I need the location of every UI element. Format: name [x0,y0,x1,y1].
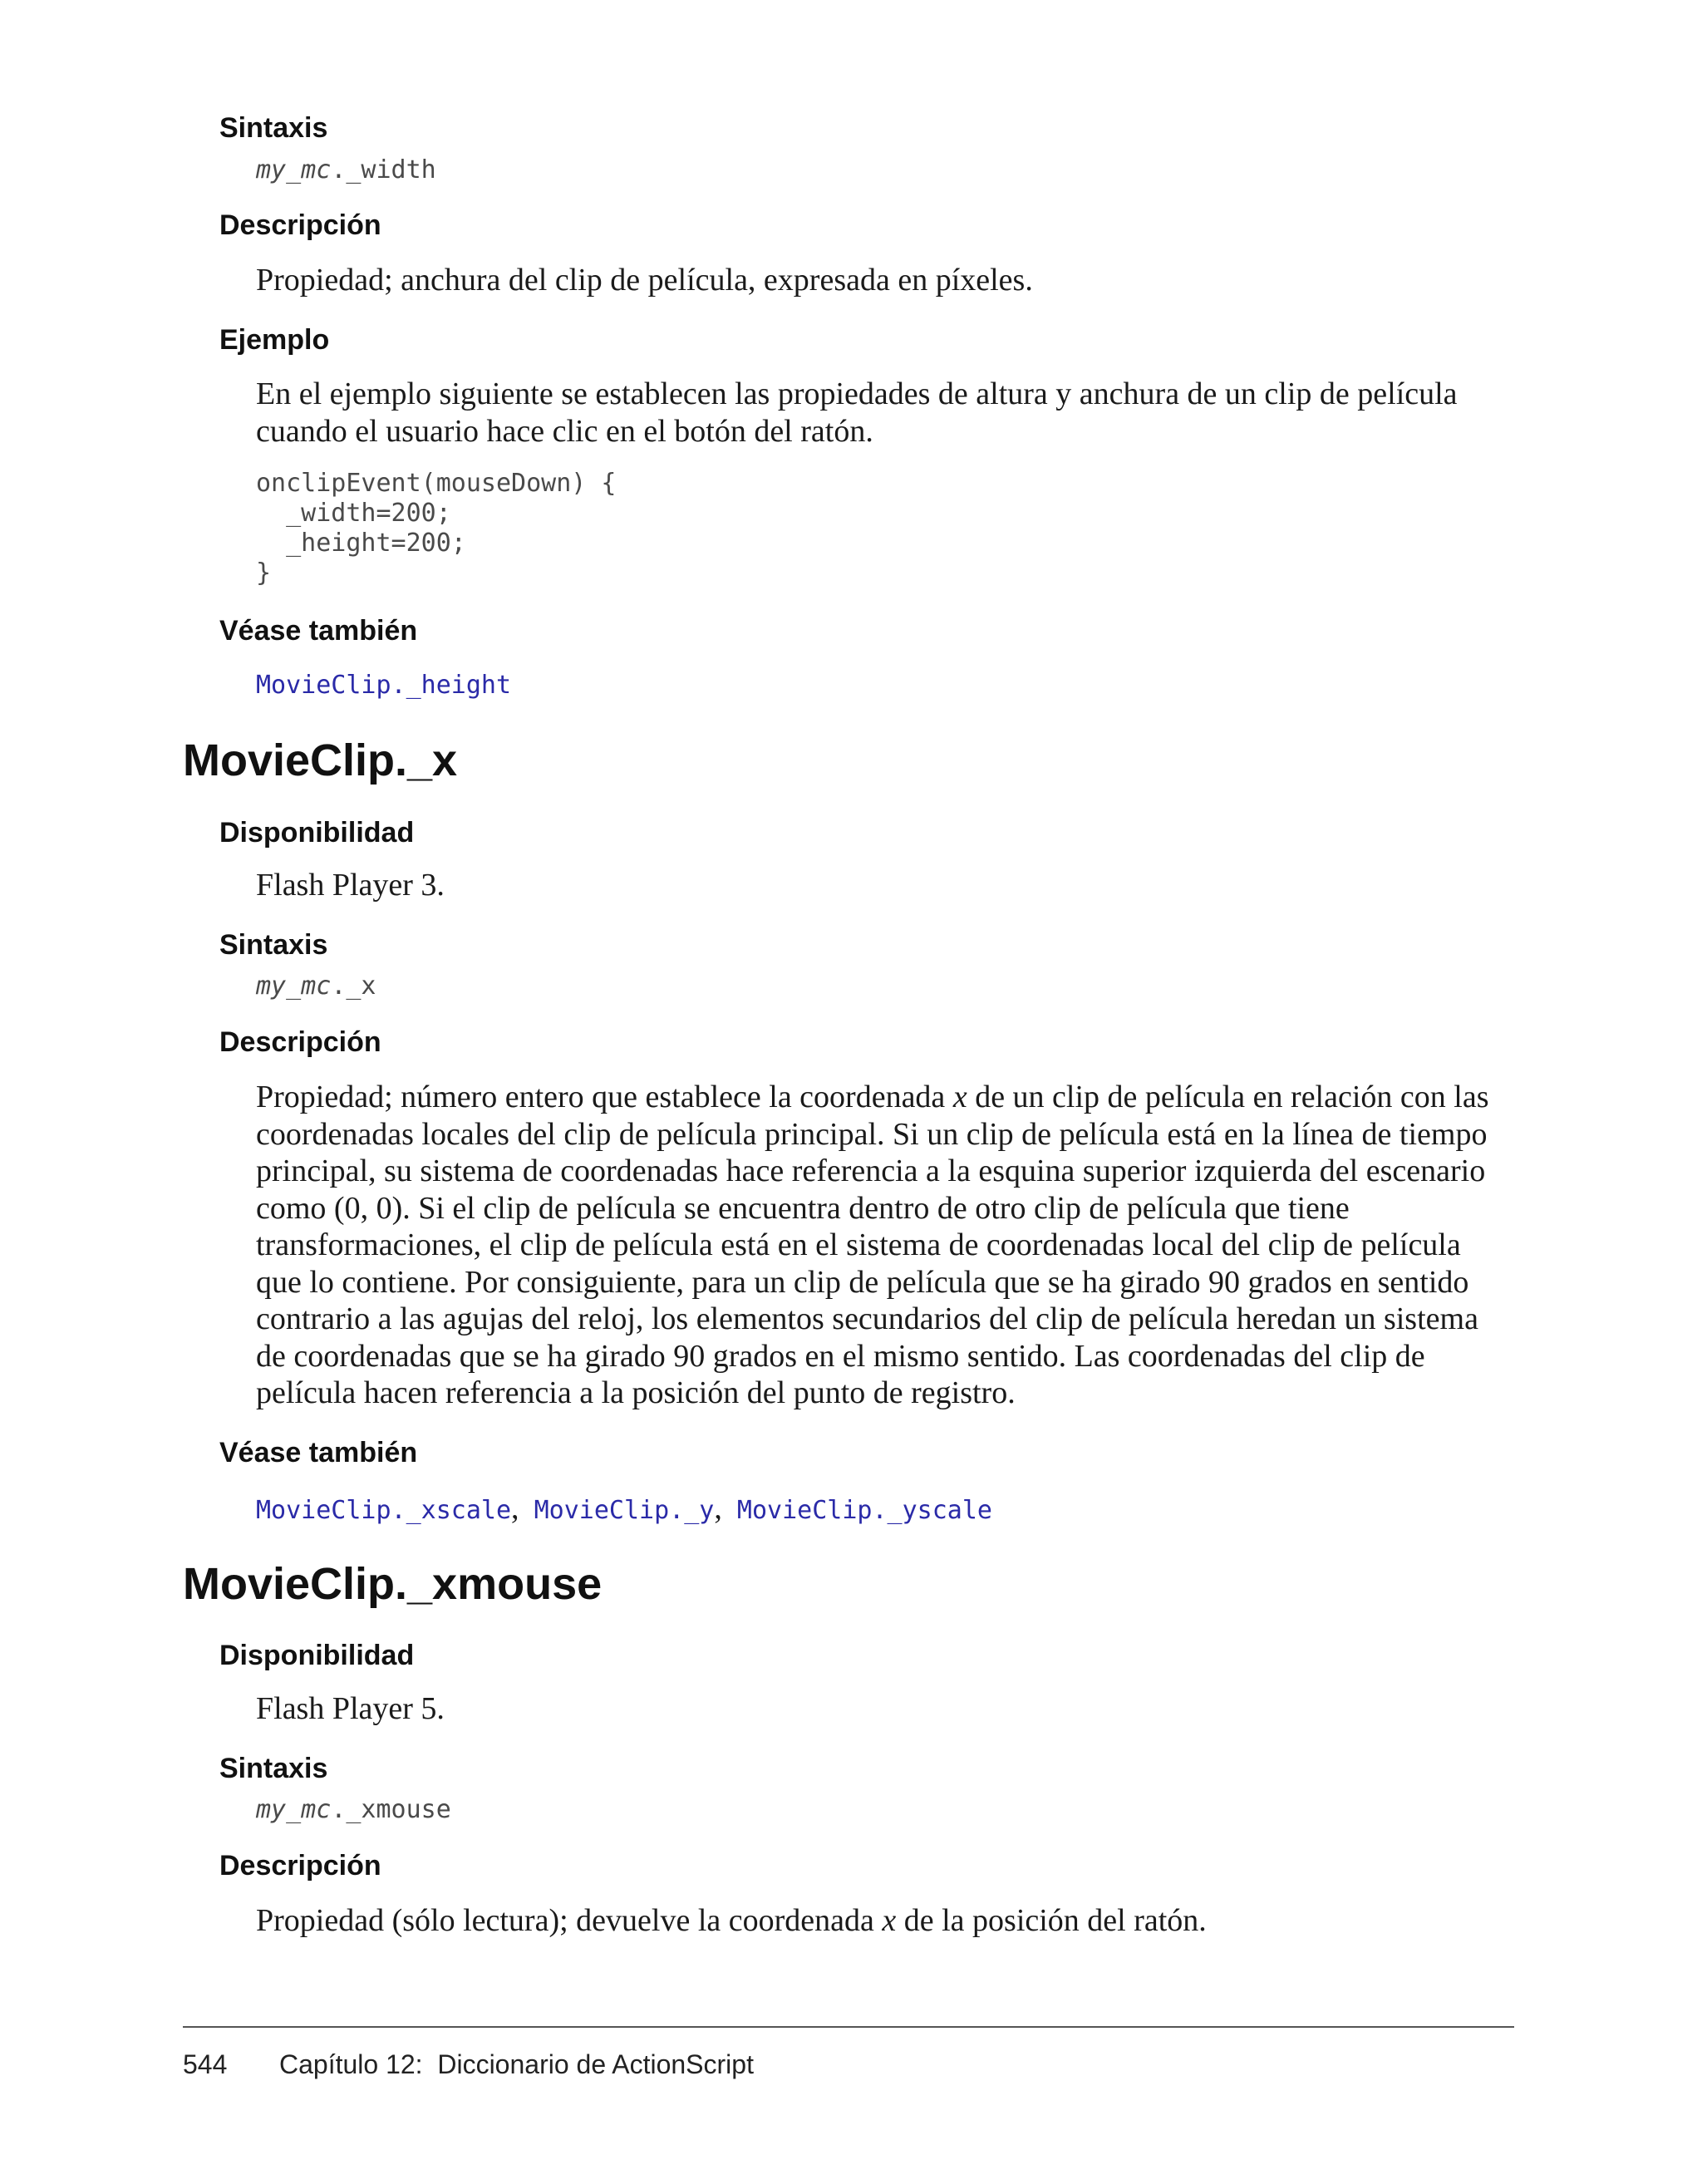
see-also-link[interactable]: MovieClip._xscale [256,1496,512,1525]
description-heading: Descripción [219,209,381,241]
chapter-title: Capítulo 12: Diccionario de ActionScript [279,2049,754,2079]
syntax-code [256,1795,451,1825]
syntax-object: my_mc [256,1795,332,1824]
variable-x: x [882,1903,897,1938]
see-also-links [256,1492,992,1527]
description-text [256,1079,1511,1412]
syntax-code [256,155,436,185]
syntax-property: ._x [331,971,376,1001]
example-heading: Ejemplo [219,324,330,356]
see-also-link[interactable]: MovieClip._y [534,1496,715,1525]
description-part: de la posición del ratón. [896,1903,1207,1938]
syntax-code [256,971,376,1001]
variable-x: x [952,1080,967,1114]
link-separator: , [511,1491,519,1526]
see-also-heading: Véase también [219,1437,418,1468]
footer-divider [183,2026,1514,2028]
description-part: de un clip de película en relación con las coordenadas locales del clip de película principal. Si un clip de película está en la línea de tiempo principal, su sistema de coordenadas hace referencia a la esquina superior izquierda del escenario como (0, 0). Si el clip de película se encuentra dentro de otro clip de película que tiene transformaciones, el clip de película está en el sistema de coordenadas local del clip de película que lo contiene. Por consiguiente, para un clip de película que se ha girado 90 grados en sentido contrario a las agujas del reloj, los elementos secundarios del clip de película heredan un sistema de coordenadas que se ha girado 90 grados en el mismo sentido. Las coordenadas del clip de película hacen referencia a la posición del punto de registro. [256,1080,1489,1410]
availability-text: Flash Player 5. [256,1691,445,1726]
section-title: MovieClip._xmouse [183,1559,603,1609]
syntax-object: my_mc [256,971,332,1001]
example-text: En el ejemplo siguiente se establecen las propiedades de altura y anchura de un clip de película cuando el usuario hace clic en el botón del ratón. [256,376,1458,449]
syntax-heading: Sintaxis [219,1753,328,1784]
syntax-object: my_mc [256,155,332,184]
link-separator: , [714,1491,722,1526]
see-also-heading: Véase también [219,615,418,647]
availability-text: Flash Player 3. [256,868,445,903]
availability-heading: Disponibilidad [219,817,415,849]
description-text: Propiedad; anchura del clip de película, expresada en píxeles. [256,263,1033,298]
syntax-property: ._width [331,155,436,184]
section-title: MovieClip._x [183,735,458,785]
see-also-links [256,669,511,702]
description-heading: Descripción [219,1850,381,1881]
example-code: onclipEvent(mouseDown) { _width=200; _height=200; } [256,469,617,588]
see-also-link[interactable]: MovieClip._yscale [736,1496,992,1525]
syntax-property: ._xmouse [331,1795,451,1824]
description-part: Propiedad (sólo lectura); devuelve la coordenada [256,1903,883,1938]
syntax-heading: Sintaxis [219,112,328,144]
availability-heading: Disponibilidad [219,1640,415,1671]
syntax-heading: Sintaxis [219,929,328,961]
description-text [256,1902,1511,1940]
description-heading: Descripción [219,1026,381,1058]
see-also-link[interactable]: MovieClip._height [256,671,512,700]
page-number: 544 [183,2049,228,2079]
description-part: Propiedad; número entero que establece la coordenada [256,1080,953,1114]
